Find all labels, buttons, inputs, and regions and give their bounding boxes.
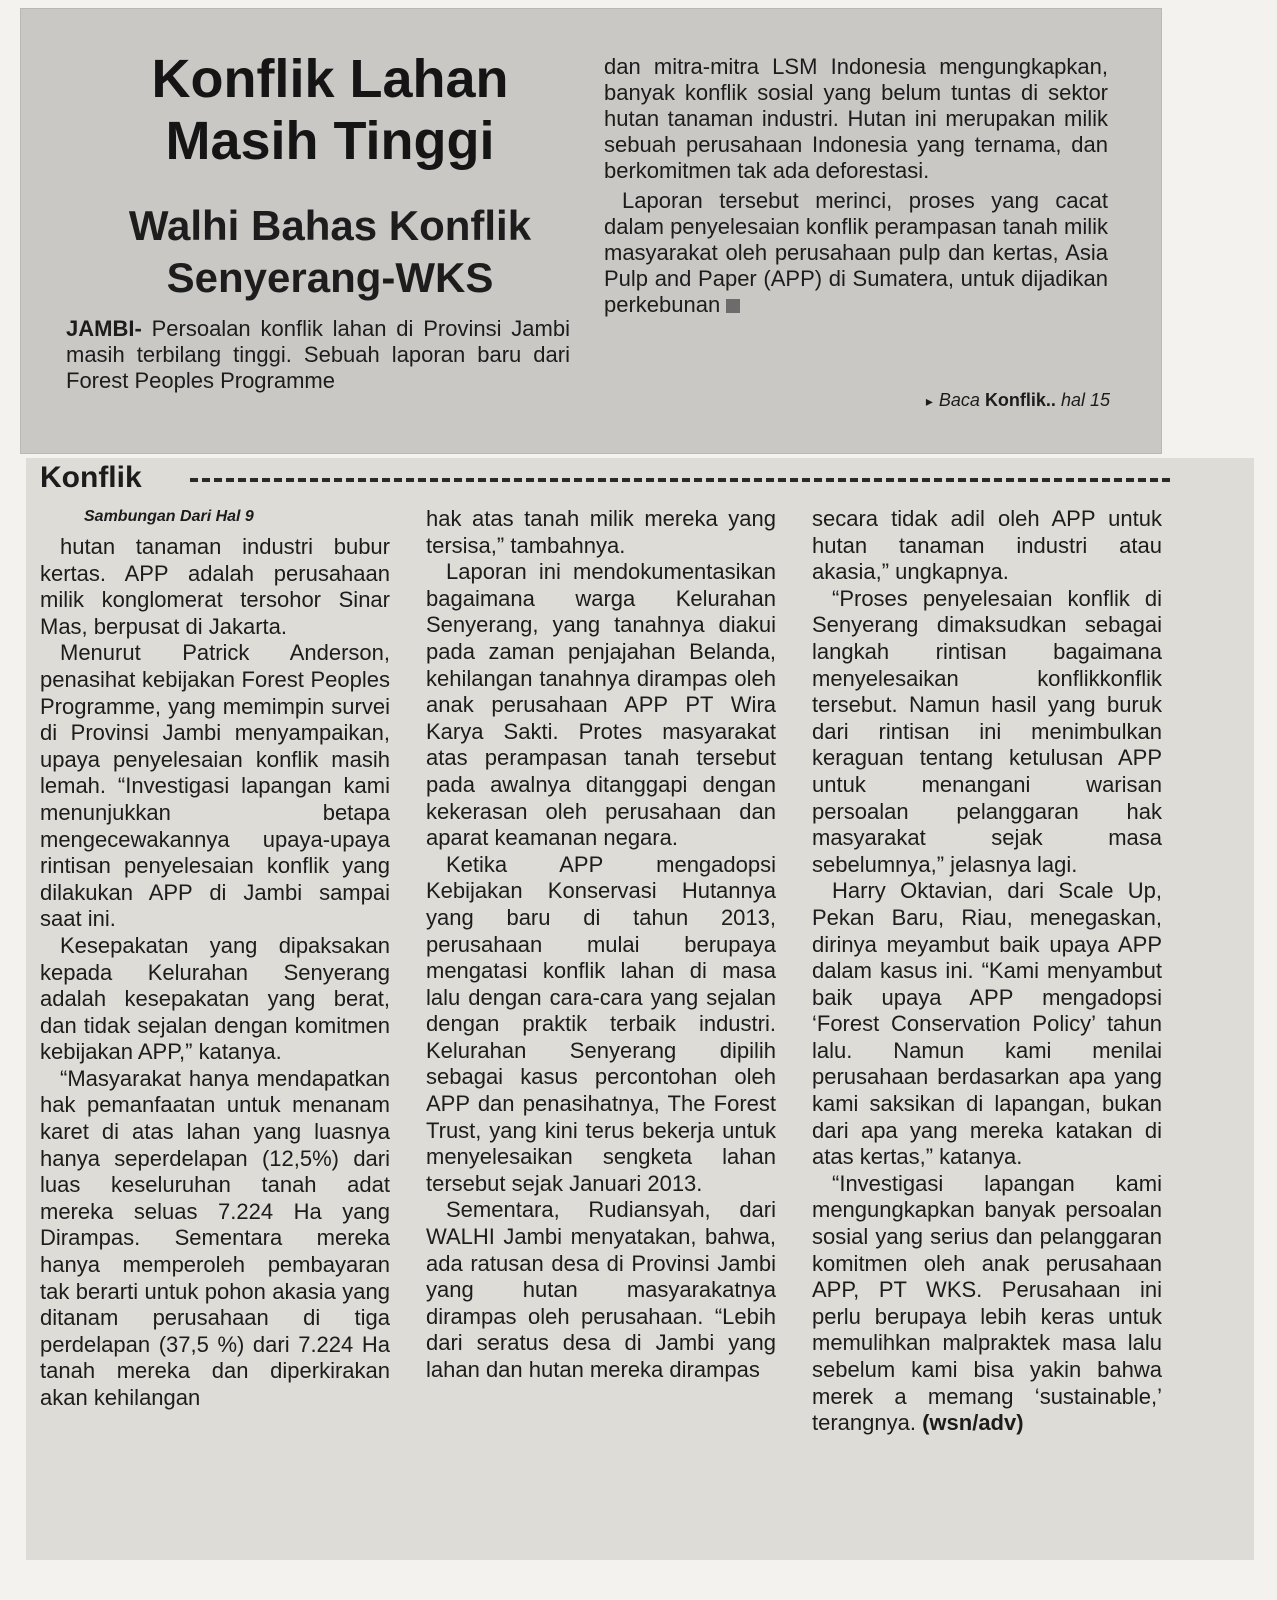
col1-paragraph-4: “Masyarakat hanya mendapatkan hak pemanfaatan untuk menanam karet di atas lahan yang luasnya hanya seperdelapan (12,5%) dari luas keseluruhan tanah adat mereka seluas 7.224 Ha yang Dirampas. Sementara mereka hanya memperoleh pembayaran tak berarti untuk pohon akasia yang ditanam perusahaan di tiga perdelapan (37,5 %) dari 7.224 Ha tanah mereka dan diperkirakan akan kehilangan	[40, 1065, 390, 1410]
read-more-target: Konflik..	[984, 390, 1056, 410]
top-right-paragraph-1: dan mitra-mitra LSM Indonesia mengungkapkan, banyak konflik sosial yang belum tuntas di sektor hutan tanaman industri. Hutan ini merupakan milik sebuah perusahaan Indonesia yang ternama, dan berkomitmen tak ada deforestasi.	[604, 54, 1108, 183]
article-column-2	[426, 506, 776, 1384]
article-column-3	[812, 506, 1162, 1437]
col2-paragraph-3: Ketika APP mengadopsi Kebijakan Konservasi Hutannya yang baru di tahun 2013, perusahaan mulai berupaya mengatasi konflik lahan di masa lalu dengan cara-cara yang sejalan dengan praktik terbaik industri. Kelurahan Senyerang dipilih sebagai kasus percontohan oleh APP dan penasihatnya, The Forest Trust, yang kini terus bekerja untuk menyelesaikan sengketa lahan tersebut sejak Januari 2013.	[426, 851, 776, 1196]
col1-paragraph-1: hutan tanaman industri bubur kertas. APP adalah perusahaan milik konglomerat tersohor Sinar Mas, berpusat di Jakarta.	[40, 534, 390, 639]
read-more-page: hal 15	[1060, 390, 1110, 410]
continuation-title: Konflik	[40, 461, 142, 494]
col3-paragraph-1: secara tidak adil oleh APP untuk hutan tanaman industri atau akasia,” ungkapnya.	[812, 506, 1162, 585]
subheadline-line-2: Senyerang-WKS	[166, 254, 494, 301]
headline-line-2: Masih Tinggi	[165, 111, 495, 171]
triangle-right-icon: ▸	[925, 393, 933, 409]
byline: (wsn/adv)	[922, 1410, 1024, 1436]
lead-text: Persoalan konflik lahan di Provinsi Jambi masih terbilang tinggi. Sebuah laporan baru dari Forest Peoples Programme	[66, 316, 570, 393]
col2-paragraph-4: Sementara, Rudiansyah, dari WALHI Jambi menyatakan, bahwa, ada ratusan desa di Provinsi Jambi yang hutan masyarakatnya dirampas oleh perusahaan. “Lebih dari seratus desa di Jambi yang lahan dan hutan mereka dirampas	[426, 1197, 776, 1382]
col2-paragraph-2: Laporan ini mendokumentasikan bagaimana warga Kelurahan Senyerang, yang tanahnya diakui pada zaman penjajahan Belanda, kehilangan tanahnya dirampas oleh anak perusahaan APP PT Wira Karya Sakti. Protes masyarakat atas perampasan tanah tersebut pada awalnya ditanggapi dengan kekerasan oleh perusahaan dan aparat keamanan negara.	[426, 559, 776, 851]
article-column-1	[40, 534, 390, 1412]
dashed-rule	[190, 478, 1170, 482]
col1-paragraph-2: Menurut Patrick Anderson, penasihat kebijakan Forest Peoples Programme, yang memimpin survei di Provinsi Jambi menyampaikan, upaya penyelesaian konflik masih lemah. “Investigasi lapangan kami menunjukkan betapa mengecewakannya upaya-upaya rintisan penyelesaian konflik yang dilakukan APP di Jambi sampai saat ini.	[40, 640, 390, 932]
col1-paragraph-3: Kesepakatan yang dipaksakan kepada Kelurahan Senyerang adalah kesepakatan yang berat, dan tidak sejalan dengan komitmen kebijakan APP,” katanya.	[40, 932, 390, 1065]
top-right-column	[604, 54, 1108, 318]
col3-paragraph-3: Harry Oktavian, dari Scale Up, Pekan Baru, Riau, menegaskan, dirinya meyambut baik upaya APP dalam kasus ini. “Kami menyambut baik upaya APP mengadopsi ‘Forest Conservation Policy’ tahun lalu. Namun kami menilai perusahaan berdasarkan apa yang kami saksikan di lapangan, bukan dari apa yang mereka katakan di atas kertas,” katanya.	[812, 878, 1162, 1170]
col3-paragraph-4	[812, 1171, 1162, 1437]
read-more-prefix: Baca	[938, 390, 980, 410]
dateline: JAMBI-	[66, 316, 142, 341]
subheadline-line-1: Walhi Bahas Konflik	[128, 202, 532, 249]
headline	[90, 48, 570, 172]
lead-paragraph	[66, 316, 570, 394]
continued-from-label: Sambungan Dari Hal 9	[84, 508, 254, 525]
col3-paragraph-4-text: “Investigasi lapangan kami mengungkapkan banyak persoalan sosial yang serius dan pelanggaran komitmen oleh anak perusahaan APP, PT WKS. Perusahaan ini perlu berupaya lebih keras untuk memulihkan malpraktek masa lalu sebelum kami bisa yakin bahwa merek a memang ‘sustainable,’ terangnya.	[812, 1170, 1162, 1436]
top-right-paragraph-2	[604, 188, 1108, 318]
col3-paragraph-2: “Proses penyelesaian konflik di Senyerang dimaksudkan sebagai langkah rintisan bagaimana menyelesaikan konflikkonflik tersebut. Namun hasil yang buruk dari rintisan ini menimbulkan keraguan tentang ketulusan APP untuk menangani warisan persoalan pelanggaran hak masyarakat sejak masa sebelumnya,” jelasnya lagi.	[812, 585, 1162, 877]
col2-paragraph-1: hak atas tanah milik mereka yang tersisa,” tambahnya.	[426, 506, 776, 558]
headline-line-1: Konflik Lahan	[151, 49, 509, 109]
read-more-jump	[880, 390, 1110, 411]
end-mark-icon	[726, 299, 740, 313]
subheadline	[90, 200, 570, 304]
top-right-paragraph-2-text: Laporan tersebut merinci, proses yang cacat dalam penyelesaian konflik perampasan tanah milik masyarakat oleh perusahaan pulp dan kertas, Asia Pulp and Paper (APP) di Sumatera, untuk dijadikan perkebunan	[604, 188, 1108, 317]
